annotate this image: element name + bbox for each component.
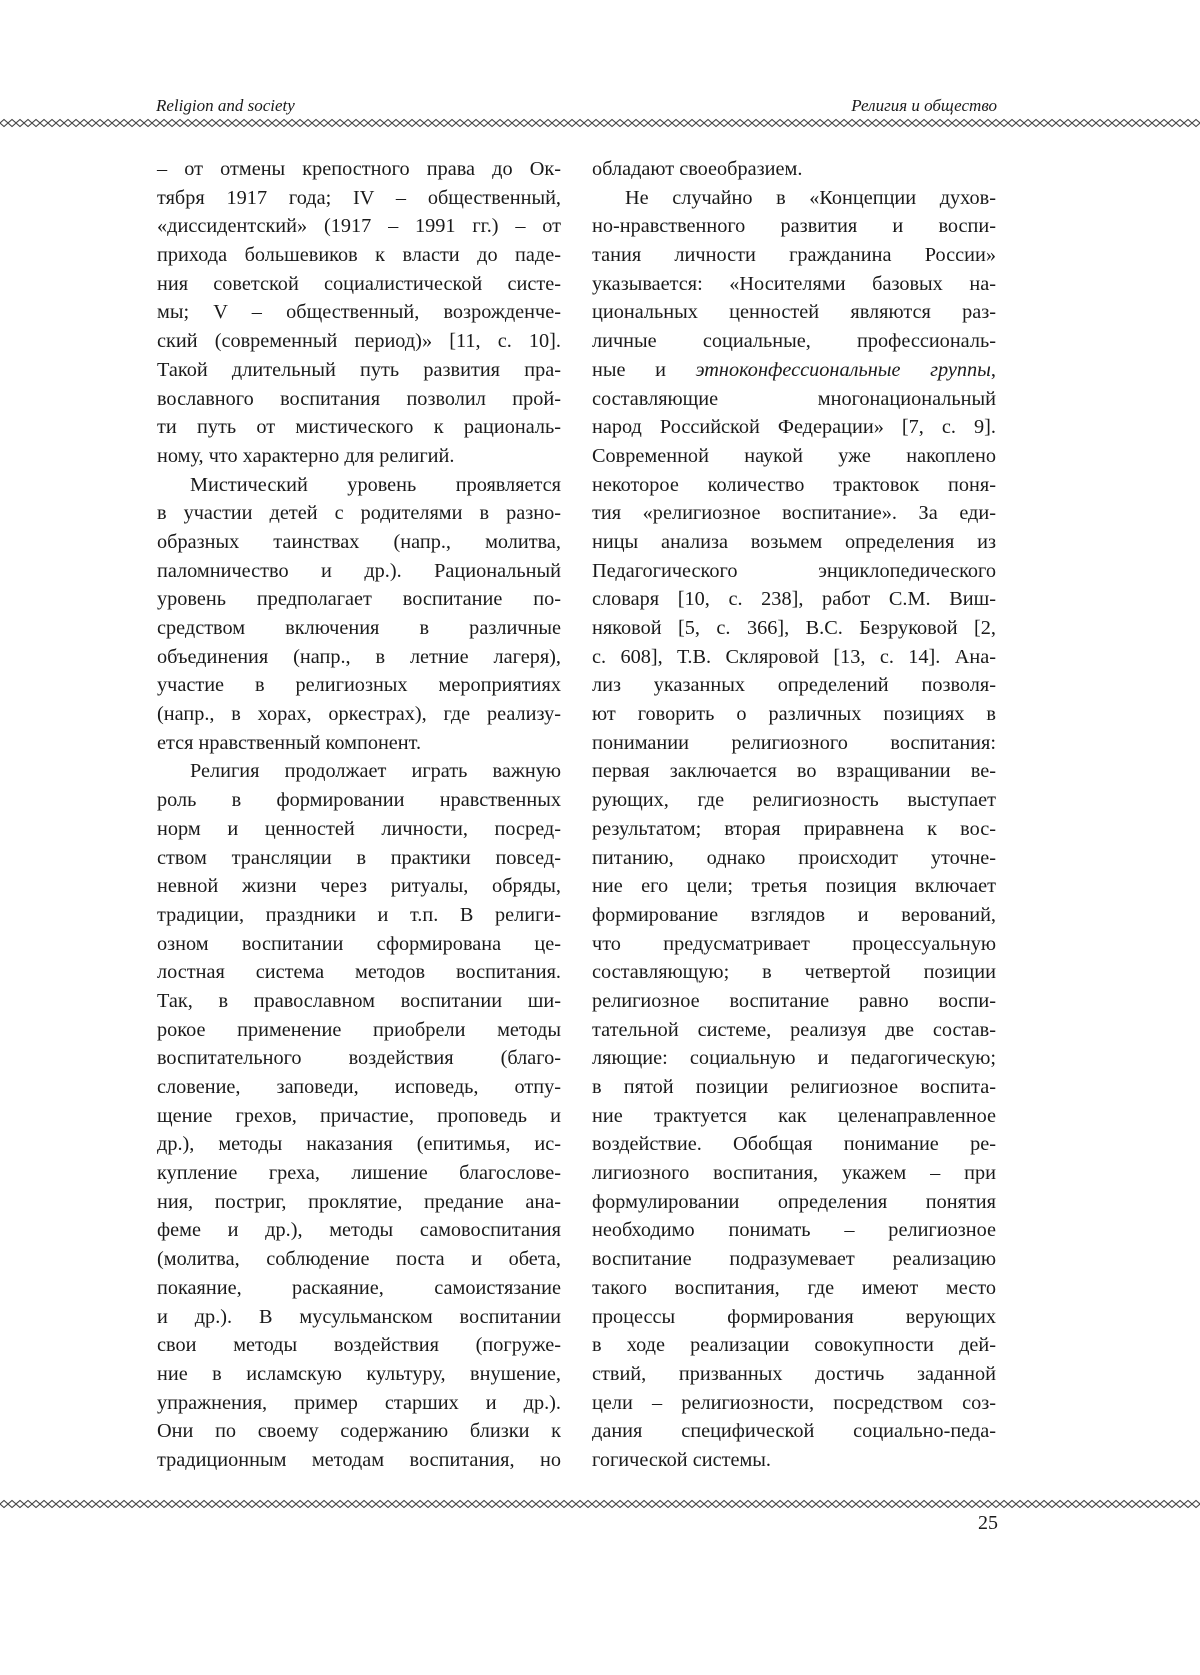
text-line: (молитва, соблюдение поста и обета, [157, 1248, 561, 1271]
text-line: дания специфической социально-педа- [592, 1420, 996, 1443]
text-line: ляющие: социальную и педагогическую; [592, 1047, 996, 1070]
text-line: процессы формирования верующих [592, 1305, 996, 1328]
text-line: ется нравственный компонент. [157, 731, 422, 754]
text-line: словаря [10, с. 238], работ С.М. Виш- [592, 588, 996, 611]
text-line: ют говорить о различных позициях в [592, 703, 996, 726]
page-number: 25 [978, 1512, 998, 1534]
text-line: уровень предполагает воспитание по- [157, 588, 561, 611]
text-line: в участии детей с родителями в разно- [157, 502, 561, 525]
text-line: средством включения в различные [157, 617, 561, 639]
running-header-right: Религия и общество [851, 96, 997, 115]
paragraph [157, 757, 561, 1474]
text-line: в ходе реализации совокупности дей- [592, 1334, 996, 1357]
text-line: Педагогического энциклопедического [592, 559, 996, 582]
text-line: обладают своеобразием. [592, 158, 803, 180]
text-line: Такой длительный путь развития пра- [157, 358, 561, 381]
text-line: Мистический уровень проявляется [190, 473, 561, 496]
running-header-left: Religion and society [156, 96, 295, 115]
text-line: ния советской социалистической систе- [157, 272, 561, 295]
text-line: упражнения, пример старших и др.). [157, 1391, 561, 1414]
text-line: ние трактуется как целенаправленное [592, 1104, 996, 1127]
text-line: мы; V – общественный, возрожденче- [157, 301, 561, 324]
text-line: вославного воспитания позволил прой- [157, 387, 561, 410]
text-line: покаяние, раскаяние, самоистязание [157, 1276, 561, 1299]
top-ornamental-border [0, 118, 1200, 128]
bottom-ornamental-border [0, 1499, 1200, 1509]
text-line: тия «религиозное воспитание». За еди- [592, 502, 996, 525]
text-segment: , [990, 358, 996, 381]
text-line: паломничество и др.). Рациональный [157, 559, 561, 582]
text-line: ния, постриг, проклятие, предание ана- [157, 1190, 561, 1213]
text-line: воспитание подразумевает реализацию [592, 1248, 996, 1271]
text-line: такого воспитания, где имеют место [592, 1276, 996, 1299]
text-line: Не случайно в «Концепции духов- [625, 186, 996, 209]
text-line: ние в исламскую культуру, внушение, [157, 1362, 561, 1385]
text-line: озном воспитании сформирована це- [157, 932, 561, 955]
text-line: и др.). В мусульманском воспитании [157, 1305, 561, 1328]
text-line: с. 608], Т.В. Скляровой [13, с. 14]. Ана- [592, 645, 996, 668]
text-line: ти путь от мистического к рациональ- [157, 416, 561, 439]
text-line: феме и др.), методы самовоспитания [157, 1219, 561, 1242]
right-column [592, 155, 996, 1475]
text-line: участие в религиозных мероприятиях [157, 674, 561, 697]
text-line: купление греха, лишение благослове- [157, 1162, 561, 1185]
text-line: личные социальные, профессиональ- [592, 330, 996, 353]
text-line: невной жизни через ритуалы, обряды, [157, 875, 561, 898]
text-line: первая заключается во взращивании ве- [592, 760, 996, 783]
text-line: Современной наукой уже накоплено [592, 444, 996, 467]
text-line: – от отмены крепостного права до Ок- [157, 158, 561, 180]
text-line: традиции, праздники и т.п. В религи- [157, 903, 561, 926]
text-line: указывается: «Носителями базовых на- [592, 272, 996, 295]
text-line: «диссидентский» (1917 – 1991 гг.) – от [157, 215, 561, 238]
text-line: тательной системе, реализуя две состав- [592, 1018, 996, 1041]
text-line: лигиозного воспитания, укажем – при [592, 1162, 996, 1185]
text-line: понимании религиозного воспитания: [592, 731, 996, 754]
text-line: традиционным методам воспитания, но [157, 1448, 561, 1471]
text-line: питанию, однако происходит уточне- [592, 846, 996, 869]
text-line: цели – религиозности, посредством соз- [592, 1391, 996, 1414]
text-line: но-нравственного развития и воспи- [592, 215, 996, 238]
text-line: рокое применение приобрели методы [157, 1018, 561, 1041]
text-line: формирование взглядов и верований, [592, 903, 996, 926]
text-line: воздействие. Обобщая понимание ре- [592, 1133, 996, 1156]
text-line: норм и ценностей личности, посред- [157, 817, 561, 840]
text-line: др.), методы наказания (епитимья, ис- [157, 1133, 561, 1156]
paragraph [592, 184, 996, 1475]
text-line: некоторое количество трактовок поня- [592, 473, 996, 496]
text-line [592, 356, 996, 385]
paragraph [592, 155, 996, 184]
text-line: няковой [5, с. 366], В.С. Безруковой [2, [592, 617, 996, 639]
text-line: Религия продолжает играть важную [190, 760, 561, 783]
text-line: формулировании определения понятия [592, 1190, 996, 1213]
text-line: ствий, призванных достичь заданной [592, 1362, 996, 1385]
text-line: ницы анализа возьмем определения из [592, 530, 996, 553]
text-line: словение, заповеди, исповедь, отпу- [157, 1076, 561, 1098]
text-line: гогической системы. [592, 1448, 771, 1471]
text-line: образных таинствах (напр., молитва, [157, 530, 561, 553]
paragraph [157, 155, 561, 471]
text-line: в пятой позиции религиозное воспита- [592, 1076, 996, 1098]
text-line: свои методы воздействия (погруже- [157, 1334, 561, 1357]
paragraph [157, 471, 561, 758]
text-line: Так, в православном воспитании ши- [157, 989, 561, 1012]
text-line: ский (современный период)» [11, с. 10]. [157, 330, 561, 353]
text-line: составляющие многонациональный [592, 387, 996, 410]
text-line: результатом; вторая приравнена к вос- [592, 817, 996, 840]
text-line: Они по своему содержанию близки к [157, 1420, 561, 1443]
text-line: воспитательного воздействия (благо- [157, 1047, 561, 1070]
text-segment: ные и [592, 358, 696, 381]
text-line: лиз указанных определений позволя- [592, 674, 996, 697]
text-line: религиозное воспитание равно воспи- [592, 989, 996, 1012]
text-line: прихода большевиков к власти до паде- [157, 244, 561, 267]
text-line: лостная система методов воспитания. [157, 961, 561, 984]
text-line: ством трансляции в практики повсед- [157, 846, 561, 869]
italic-phrase: этноконфессиональные группы [695, 358, 991, 381]
text-line: (напр., в хорах, оркестрах), где реализу- [157, 703, 561, 726]
text-line: тября 1917 года; IV – общественный, [157, 186, 561, 209]
text-line: роль в формировании нравственных [157, 789, 561, 812]
text-line: циональных ценностей являются раз- [592, 301, 996, 324]
text-line: объединения (напр., в летние лагеря), [157, 645, 561, 668]
text-line: ние его цели; третья позиция включает [592, 875, 996, 898]
text-line: щение грехов, причастие, проповедь и [157, 1104, 561, 1127]
text-line: составляющую; в четвертой позиции [592, 961, 996, 984]
text-line: что предусматривает процессуальную [592, 932, 996, 955]
text-line: народ Российской Федерации» [7, с. 9]. [592, 416, 996, 439]
left-column [157, 155, 561, 1475]
text-line: рующих, где религиозность выступает [592, 789, 996, 812]
text-line: ному, что характерно для религий. [157, 444, 455, 467]
text-line: необходимо понимать – религиозное [592, 1219, 996, 1242]
text-line: тания личности гражданина России» [592, 244, 996, 267]
